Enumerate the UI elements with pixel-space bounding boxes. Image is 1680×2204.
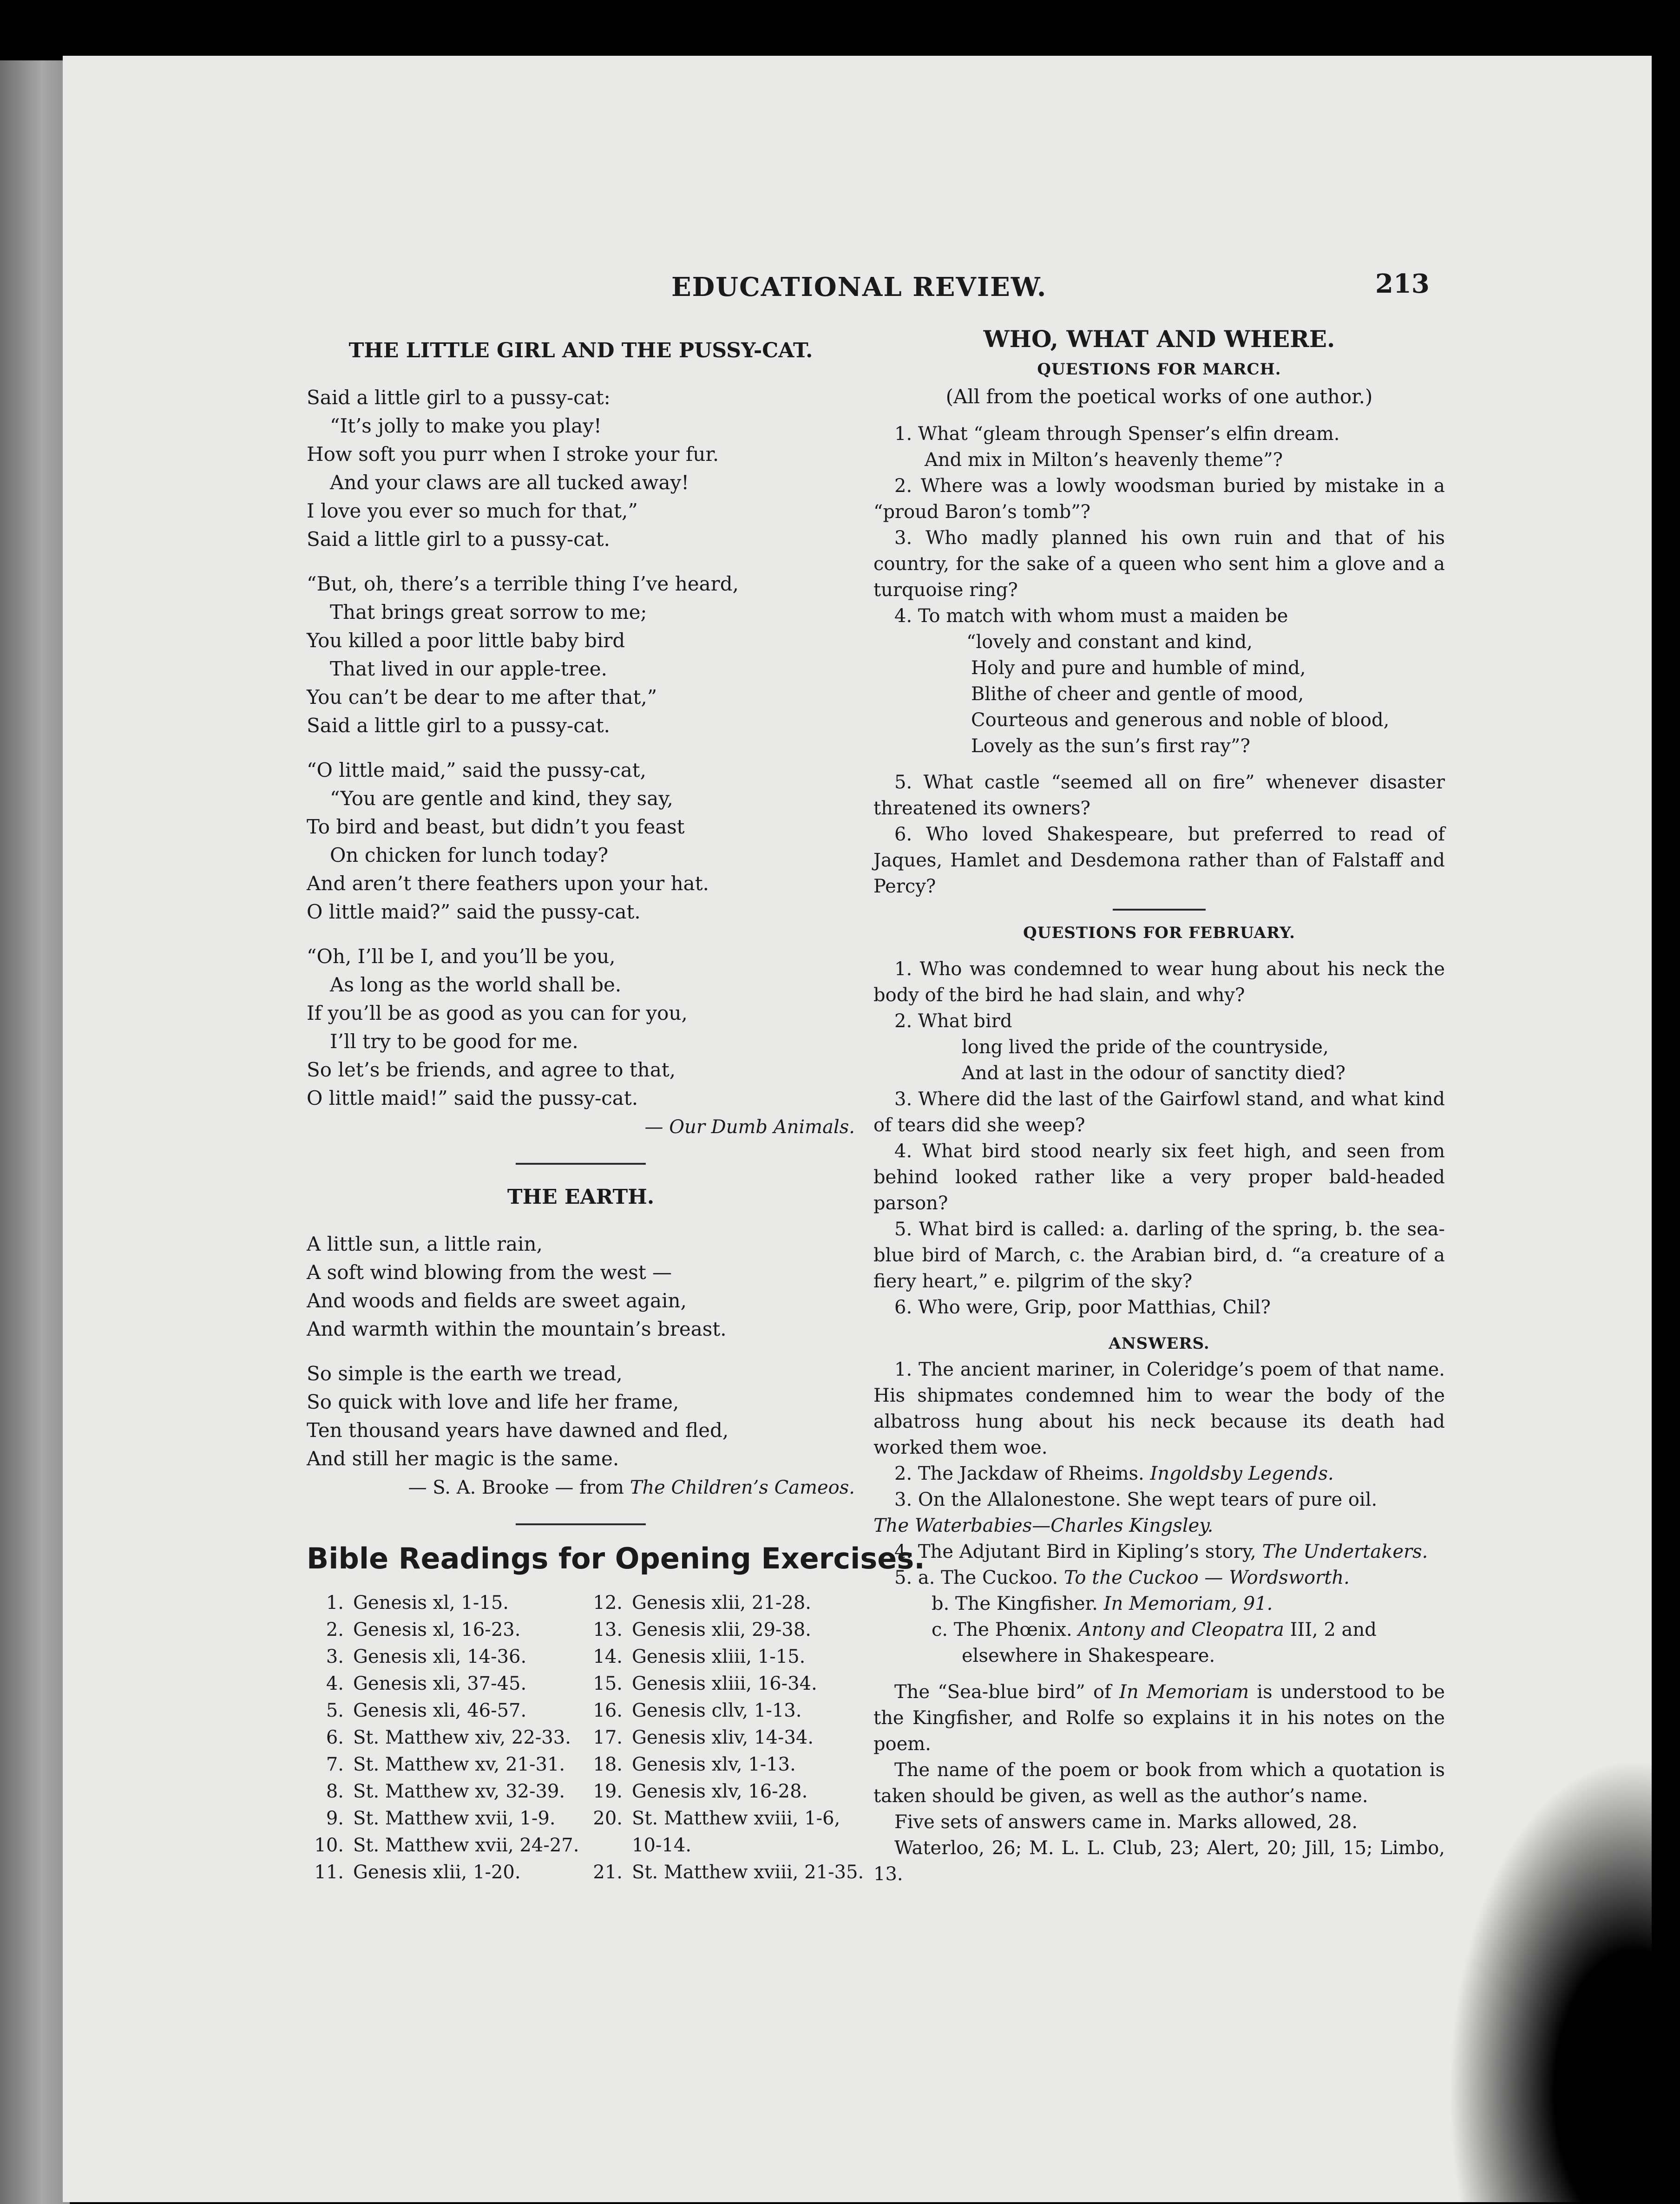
question: 2. What bird long lived the pride of the countryside, And at last in the odour of sanctity died? xyxy=(894,1010,1345,1084)
list-item: 10-14. xyxy=(632,1835,692,1856)
poem-line: Said a little girl to a pussy-cat: xyxy=(307,386,610,409)
bible-readings-list xyxy=(307,1589,864,1956)
list-item: 7. St. Matthew xv, 21-31. xyxy=(326,1754,565,1775)
poem-line: “You are gentle and kind, they say, xyxy=(330,787,673,810)
poem1-stanza xyxy=(307,942,855,1112)
answer: 3. On the Allalonestone. She wept tears of pure oil. The Waterbabies—Charles Kingsley. xyxy=(873,1489,1378,1536)
page-number: 213 xyxy=(1375,269,1430,299)
poem-line: A little sun, a little rain, xyxy=(307,1233,543,1255)
poem-line: And woods and fields are sweet again, xyxy=(307,1289,687,1312)
divider xyxy=(516,1523,646,1525)
poem-line: “But, oh, there’s a terrible thing I’ve heard, xyxy=(307,572,739,595)
list-item: 20. St. Matthew xviii, 1-6, xyxy=(593,1808,840,1829)
question: 4. What bird stood nearly six feet high, and seen from behind looked rather like a very proper bald-headed parson? xyxy=(873,1141,1445,1214)
poem-line: So let’s be friends, and agree to that, xyxy=(307,1058,676,1081)
list-item: 14. Genesis xliii, 1-15. xyxy=(593,1646,806,1667)
poem-line: You can’t be dear to me after that,” xyxy=(307,686,657,708)
poem1-attribution: — Our Dumb Animals. xyxy=(644,1116,855,1138)
question: 4. To match with whom must a maiden be “lovely and constant and kind, Holy and pure and humble of mind, Blithe of cheer and gentle of mood, Courteous and generous and noble of blood, Lovely as the sun’s first ray”? xyxy=(894,605,1390,757)
note: Five sets of answers came in. Marks allowed, 28. xyxy=(894,1811,1358,1833)
question: 5. What castle “seemed all on fire” whenever disaster threatened its owners? xyxy=(873,772,1445,819)
march-subheading: (All from the poetical works of one author.) xyxy=(945,385,1373,408)
list-item: 9. St. Matthew xvii, 1-9. xyxy=(326,1808,556,1829)
poem-line: That lived in our apple-tree. xyxy=(330,657,607,680)
answer: 2. The Jackdaw of Rheims. Ingoldsby Legends. xyxy=(894,1463,1334,1484)
poem2-attribution-author: — S. A. Brooke — from xyxy=(408,1477,624,1498)
poem-line: So simple is the earth we tread, xyxy=(307,1362,623,1385)
facing-page-edge xyxy=(0,60,70,2204)
question: 5. What bird is called: a. darling of the spring, b. the sea-blue bird of March, c. the Arabian bird, d. “a creature of a fiery heart,” e. pilgrim of the sky? xyxy=(873,1219,1445,1292)
poem2-attribution-work: The Children’s Cameos. xyxy=(630,1477,855,1498)
poem2-stanza xyxy=(307,1359,855,1473)
quiz-title: WHO, WHAT AND WHERE. xyxy=(983,325,1335,353)
poem-line: On chicken for lunch today? xyxy=(330,844,609,866)
list-item: 16. Genesis cllv, 1-13. xyxy=(593,1700,802,1721)
poem2-title: THE EARTH. xyxy=(507,1185,655,1209)
list-item: 6. St. Matthew xiv, 22-33. xyxy=(326,1727,571,1748)
poem-line: O little maid!” said the pussy-cat. xyxy=(307,1087,638,1109)
poem1-stanza xyxy=(307,570,855,740)
poem-line: “O little maid,” said the pussy-cat, xyxy=(307,759,647,781)
question: 6. Who were, Grip, poor Matthias, Chil? xyxy=(894,1297,1271,1318)
corner-shadow xyxy=(1448,1758,1680,2204)
list-item: 3. Genesis xli, 14-36. xyxy=(326,1646,527,1667)
running-header: EDUCATIONAL REVIEW. xyxy=(671,272,1047,302)
poem-line: I’ll try to be good for me. xyxy=(330,1030,578,1053)
poem-line: A soft wind blowing from the west — xyxy=(307,1261,672,1284)
answer: 1. The ancient mariner, in Coleridge’s poem of that name. His shipmates condemned him to wear the body of the albatross hung about his neck because its death had worked them woe. xyxy=(873,1359,1445,1458)
bible-list-right xyxy=(585,1589,864,1886)
poem1-title: THE LITTLE GIRL AND THE PUSSY-CAT. xyxy=(348,339,813,362)
list-item: 1. Genesis xl, 1-15. xyxy=(326,1592,509,1614)
question: 3. Who madly planned his own ruin and that of his country, for the sake of a queen who sent him a glove and a turquoise ring? xyxy=(873,527,1445,601)
answer: 4. The Adjutant Bird in Kipling’s story, The Undertakers. xyxy=(894,1541,1428,1562)
question: 2. Where was a lowly woodsman buried by mistake in a “proud Baron’s tomb”? xyxy=(873,475,1445,523)
poem-line: Said a little girl to a pussy-cat. xyxy=(307,714,610,737)
list-item: 10. St. Matthew xvii, 24-27. xyxy=(314,1835,579,1856)
poem-line: O little maid?” said the pussy-cat. xyxy=(307,900,641,923)
left-column xyxy=(307,335,925,1956)
poem-line: Ten thousand years have dawned and fled, xyxy=(307,1419,729,1442)
question: 1. What “gleam through Spenser’s elfin dream. And mix in Milton’s heavenly theme”? xyxy=(894,423,1340,471)
note: The name of the poem or book from which a quotation is taken should be given, as well as the author’s name. xyxy=(873,1759,1445,1807)
poem-line: That brings great sorrow to me; xyxy=(330,601,647,623)
march-heading: QUESTIONS FOR MARCH. xyxy=(1037,360,1281,379)
list-item: 11. Genesis xlii, 1-20. xyxy=(314,1862,521,1883)
poem-line: “It’s jolly to make you play! xyxy=(330,414,602,437)
list-item: 4. Genesis xli, 37-45. xyxy=(326,1673,527,1694)
poem1-stanza xyxy=(307,756,855,926)
poem-line: And warmth within the mountain’s breast. xyxy=(307,1318,727,1340)
poem-line: And still her magic is the same. xyxy=(307,1447,619,1470)
divider xyxy=(1113,909,1206,911)
note: The “Sea-blue bird” of In Memoriam is understood to be the Kingfisher, and Rolfe so explains it in his notes on the poem. xyxy=(873,1681,1445,1755)
poem-line: To bird and beast, but didn’t you feast xyxy=(307,815,685,838)
poem-line: And aren’t there feathers upon your hat. xyxy=(307,872,709,895)
list-item: 2. Genesis xl, 16-23. xyxy=(326,1619,521,1640)
bible-list-left xyxy=(307,1589,579,1886)
list-item: 5. Genesis xli, 46-57. xyxy=(326,1700,527,1721)
poem2-stanza xyxy=(307,1230,855,1343)
poem-line: You killed a poor little baby bird xyxy=(307,629,625,652)
list-item: 19. Genesis xlv, 16-28. xyxy=(593,1781,808,1802)
answers-heading: ANSWERS. xyxy=(1109,1334,1210,1353)
list-item: 15. Genesis xliii, 16-34. xyxy=(593,1673,817,1694)
list-item: 21. St. Matthew xviii, 21-35. xyxy=(593,1862,864,1883)
poem-line: So quick with love and life her frame, xyxy=(307,1391,679,1413)
list-item: 12. Genesis xlii, 21-28. xyxy=(593,1592,812,1614)
poem-line: As long as the world shall be. xyxy=(330,973,622,996)
list-item: 18. Genesis xlv, 1-13. xyxy=(593,1754,796,1775)
list-item: 13. Genesis xlii, 29-38. xyxy=(593,1619,812,1640)
question: 6. Who loved Shakespeare, but preferred to read of Jaques, Hamlet and Desdemona rather than of Falstaff and Percy? xyxy=(873,824,1445,897)
divider xyxy=(516,1163,646,1165)
poem-line: If you’ll be as good as you can for you, xyxy=(307,1002,688,1024)
list-item: 8. St. Matthew xv, 32-39. xyxy=(326,1781,565,1802)
poem-line: “Oh, I’ll be I, and you’ll be you, xyxy=(307,945,616,968)
question: 1. Who was condemned to wear hung about his neck the body of the bird he had slain, and why? xyxy=(873,958,1445,1006)
february-heading: QUESTIONS FOR FEBRUARY. xyxy=(1023,924,1295,942)
note: Waterloo, 26; M. L. L. Club, 23; Alert, 20; Jill, 15; Limbo, 13. xyxy=(873,1837,1445,1885)
question: 3. Where did the last of the Gairfowl stand, and what kind of tears did she weep? xyxy=(873,1089,1445,1136)
poem-line: How soft you purr when I stroke your fur. xyxy=(307,443,719,466)
poem-line: I love you ever so much for that,” xyxy=(307,499,638,522)
list-item: 17. Genesis xliv, 14-34. xyxy=(593,1727,814,1748)
poem-line: And your claws are all tucked away! xyxy=(330,471,689,494)
poem2-attribution xyxy=(307,1473,855,1502)
bible-readings-title: Bible Readings for Opening Exercises. xyxy=(307,1541,925,1575)
right-column xyxy=(873,325,1445,1887)
poem-line: Said a little girl to a pussy-cat. xyxy=(307,528,610,551)
answer: 5. a. The Cuckoo. To the Cuckoo — Wordsworth. b. The Kingfisher. In Memoriam, 91. c. The Phœnix. Antony and Cleopatra III, 2 and elsewhere in Shakespeare. xyxy=(894,1567,1377,1666)
poem1-stanza xyxy=(307,383,855,553)
